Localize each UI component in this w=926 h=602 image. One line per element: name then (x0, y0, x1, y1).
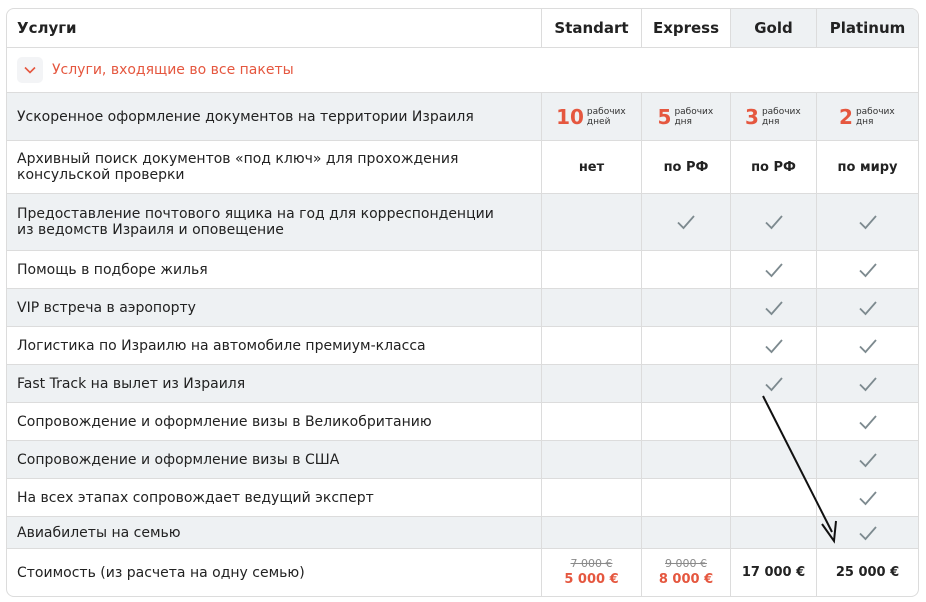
check-cell (541, 403, 641, 440)
plan-header-express: Express (641, 9, 730, 47)
price-express (641, 549, 730, 596)
check-icon (858, 338, 878, 354)
new-price: 8 000 € (658, 571, 714, 587)
check-cell (816, 479, 918, 516)
service-name: VIP встреча в аэропорту (17, 299, 196, 316)
days-cell (541, 93, 641, 140)
check-cell (641, 403, 730, 440)
check-cell (641, 441, 730, 478)
table-header-row (7, 9, 918, 47)
check-cell (816, 403, 918, 440)
check-cell (730, 194, 816, 250)
check-cell (541, 517, 641, 548)
check-cell (816, 251, 918, 288)
check-cell (541, 441, 641, 478)
check-cell (730, 251, 816, 288)
price-standart (541, 549, 641, 596)
table-row (7, 250, 918, 288)
services-header: Услуги (17, 19, 77, 37)
price-row (7, 548, 918, 596)
check-cell (816, 441, 918, 478)
service-name: Сопровождение и оформление визы в Великобританию (17, 413, 432, 430)
price-platinum: 25 000 € (816, 549, 918, 596)
service-name: Ускоренное оформление документов на территории Израиля (17, 108, 474, 125)
check-icon (764, 214, 784, 230)
table-row (7, 440, 918, 478)
check-icon (858, 414, 878, 430)
old-price: 7 000 € (570, 556, 613, 570)
check-cell (641, 194, 730, 250)
days-number: 2 (839, 104, 853, 129)
table-row (7, 364, 918, 402)
check-cell (816, 365, 918, 402)
service-name: Fast Track на вылет из Израиля (17, 375, 246, 392)
new-price: 5 000 € (564, 571, 619, 587)
days-unit: рабочих дня (674, 106, 714, 127)
price-label: Стоимость (из расчета на одну семью) (17, 564, 305, 581)
value-cell: по РФ (730, 141, 816, 193)
value-cell: по РФ (641, 141, 730, 193)
check-icon (858, 300, 878, 316)
days-cell (730, 93, 816, 140)
check-cell (541, 194, 641, 250)
table-row (7, 288, 918, 326)
check-cell (816, 289, 918, 326)
table-row (7, 193, 918, 250)
check-cell (641, 365, 730, 402)
check-cell (730, 517, 816, 548)
check-icon (858, 214, 878, 230)
check-icon (858, 490, 878, 506)
days-number: 10 (556, 104, 584, 129)
table-row (7, 478, 918, 516)
check-cell (541, 365, 641, 402)
check-cell (641, 327, 730, 364)
check-cell (730, 403, 816, 440)
service-name: Авиабилеты на семью (17, 524, 181, 541)
check-cell (641, 289, 730, 326)
check-cell (641, 517, 730, 548)
check-icon (764, 376, 784, 392)
pricing-table (6, 8, 919, 597)
check-cell (641, 479, 730, 516)
service-name: На всех этапах сопровождает ведущий эксперт (17, 489, 374, 506)
check-cell (730, 327, 816, 364)
service-name: Логистика по Израилю на автомобиле премиум-класса (17, 337, 426, 354)
check-cell (730, 441, 816, 478)
check-icon (764, 262, 784, 278)
table-row (7, 516, 918, 548)
days-number: 3 (745, 104, 759, 129)
check-cell (541, 289, 641, 326)
table-row (7, 402, 918, 440)
old-price: 9 000 € (665, 556, 707, 570)
check-cell (730, 289, 816, 326)
table-row (7, 326, 918, 364)
check-cell (541, 327, 641, 364)
check-icon (764, 338, 784, 354)
check-cell (541, 479, 641, 516)
plan-header-platinum: Platinum (816, 9, 918, 47)
table-row (7, 140, 918, 193)
plan-header-gold: Gold (730, 9, 816, 47)
plan-header-standart: Standart (541, 9, 641, 47)
check-cell (641, 251, 730, 288)
days-unit: рабочих дня (855, 106, 895, 127)
check-cell (730, 365, 816, 402)
section-toggle-row[interactable] (7, 47, 918, 92)
check-icon (858, 262, 878, 278)
section-label[interactable]: Услуги, входящие во все пакеты (52, 62, 294, 78)
check-cell (816, 194, 918, 250)
check-icon (858, 525, 878, 541)
service-name: Предоставление почтового ящика на год для корреспонденции из ведомств Израиля и оповещение (17, 206, 494, 238)
value-cell: по миру (816, 141, 918, 193)
days-cell (641, 93, 730, 140)
days-cell (816, 93, 918, 140)
check-icon (858, 452, 878, 468)
check-cell (816, 327, 918, 364)
service-name: Сопровождение и оформление визы в США (17, 451, 340, 468)
service-name: Архивный поиск документов «под ключ» для прохождения консульской проверки (17, 151, 459, 183)
check-icon (858, 376, 878, 392)
days-unit: рабочих дней (586, 106, 626, 127)
check-icon (676, 214, 696, 230)
check-cell (816, 517, 918, 548)
chevron-down-icon[interactable] (17, 57, 43, 83)
check-cell (541, 251, 641, 288)
table-row (7, 92, 918, 140)
days-unit: рабочих дня (761, 106, 801, 127)
value-cell: нет (541, 141, 641, 193)
price-gold: 17 000 € (730, 549, 816, 596)
service-name: Помощь в подборе жилья (17, 261, 208, 278)
check-icon (764, 300, 784, 316)
check-cell (730, 479, 816, 516)
days-number: 5 (657, 104, 672, 129)
